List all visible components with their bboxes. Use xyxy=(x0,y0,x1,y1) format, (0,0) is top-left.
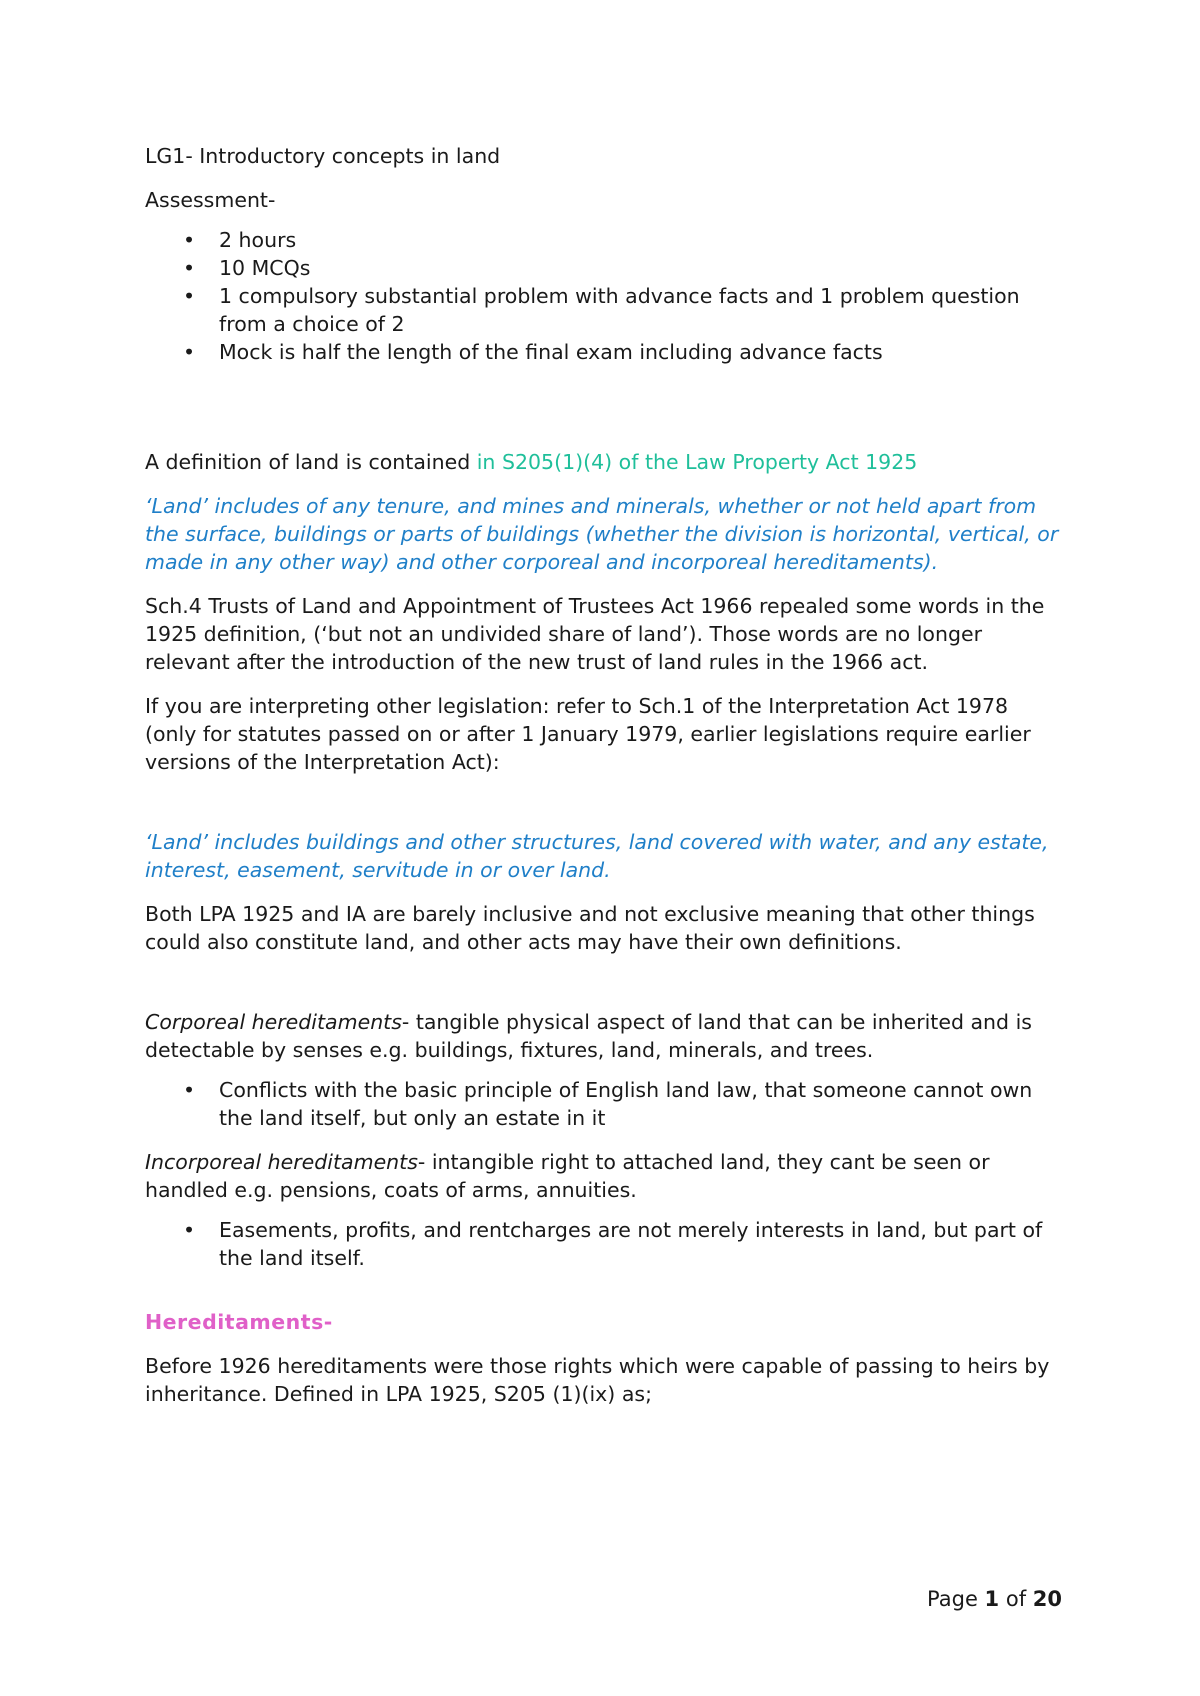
list-item: • 2 hours xyxy=(145,226,1065,254)
incorporeal-paragraph xyxy=(145,1148,1065,1204)
list-item: • Easements, profits, and rentcharges are not merely interests in land, but part of the land itself. xyxy=(145,1216,1065,1272)
corporeal-paragraph xyxy=(145,1008,1065,1064)
interpretation-act-paragraph: If you are interpreting other legislation: refer to Sch.1 of the Interpretation Act 1978 (only for statutes passed on or after 1 January 1979, earlier legislations require earlier versions of the Interpretation Act): xyxy=(145,694,1031,774)
of-label: of xyxy=(999,1587,1033,1611)
list-item: • Conflicts with the basic principle of English land law, that someone cannot own the land itself, but only an estate in it xyxy=(145,1076,1065,1132)
page-label: Page xyxy=(927,1587,985,1611)
document-page xyxy=(145,142,1065,1424)
list-item: • 10 MCQs xyxy=(145,254,1065,282)
page-total: 20 xyxy=(1032,1587,1062,1611)
corporeal-term: Corporeal hereditaments xyxy=(145,1010,402,1034)
document-title: LG1- Introductory concepts in land xyxy=(145,144,501,168)
inclusive-definition-paragraph: Both LPA 1925 and IA are barely inclusive and not exclusive meaning that other things could also constitute land, and other acts may have their own definitions. xyxy=(145,902,1035,954)
incorporeal-term: Incorporeal hereditaments xyxy=(145,1150,418,1174)
lpa-definition-quote: ‘Land’ includes of any tenure, and mines and minerals, whether or not held apart from the surface, buildings or parts of buildings (whether the division is horizontal, vertical, or made in any other way) and other corporeal and incorporeal hereditaments). xyxy=(145,494,1059,574)
schedule-4-paragraph: Sch.4 Trusts of Land and Appointment of Trustees Act 1966 repealed some words in the 1925 definition, (‘but not an undivided share of land’). Those words are no longer relevant after the introduction of the new trust of land rules in the 1966 act. xyxy=(145,594,1045,674)
interpretation-act-quote: ‘Land’ includes buildings and other structures, land covered with water, and any estate, interest, easement, servitude in or over land. xyxy=(145,830,1049,882)
hereditaments-heading: Hereditaments- xyxy=(145,1310,333,1334)
page-footer xyxy=(927,1585,1062,1613)
list-item: • 1 compulsory substantial problem with advance facts and 1 problem question from a choice of 2 xyxy=(145,282,1065,338)
definition-intro xyxy=(145,448,1065,476)
statute-reference: in S205(1)(4) of the Law Property Act 1925 xyxy=(476,450,918,474)
assessment-list xyxy=(145,226,1065,366)
corporeal-list xyxy=(145,1076,1065,1132)
hereditaments-paragraph: Before 1926 hereditaments were those rights which were capable of passing to heirs by inheritance. Defined in LPA 1925, S205 (1)(ix) as; xyxy=(145,1354,1050,1406)
incorporeal-list xyxy=(145,1216,1065,1272)
assessment-heading: Assessment- xyxy=(145,188,276,212)
corporeal-text: - tangible physical aspect of land that can be inherited and is detectable by senses e.g. buildings, fixtures, land, minerals, and trees. xyxy=(145,1010,1032,1062)
page-number: 1 xyxy=(984,1587,1000,1611)
list-item: • Mock is half the length of the final exam including advance facts xyxy=(145,338,1065,366)
definition-intro-text: A definition of land is contained xyxy=(145,450,477,474)
incorporeal-text: - intangible right to attached land, they cant be seen or handled e.g. pensions, coats of arms, annuities. xyxy=(145,1150,990,1202)
